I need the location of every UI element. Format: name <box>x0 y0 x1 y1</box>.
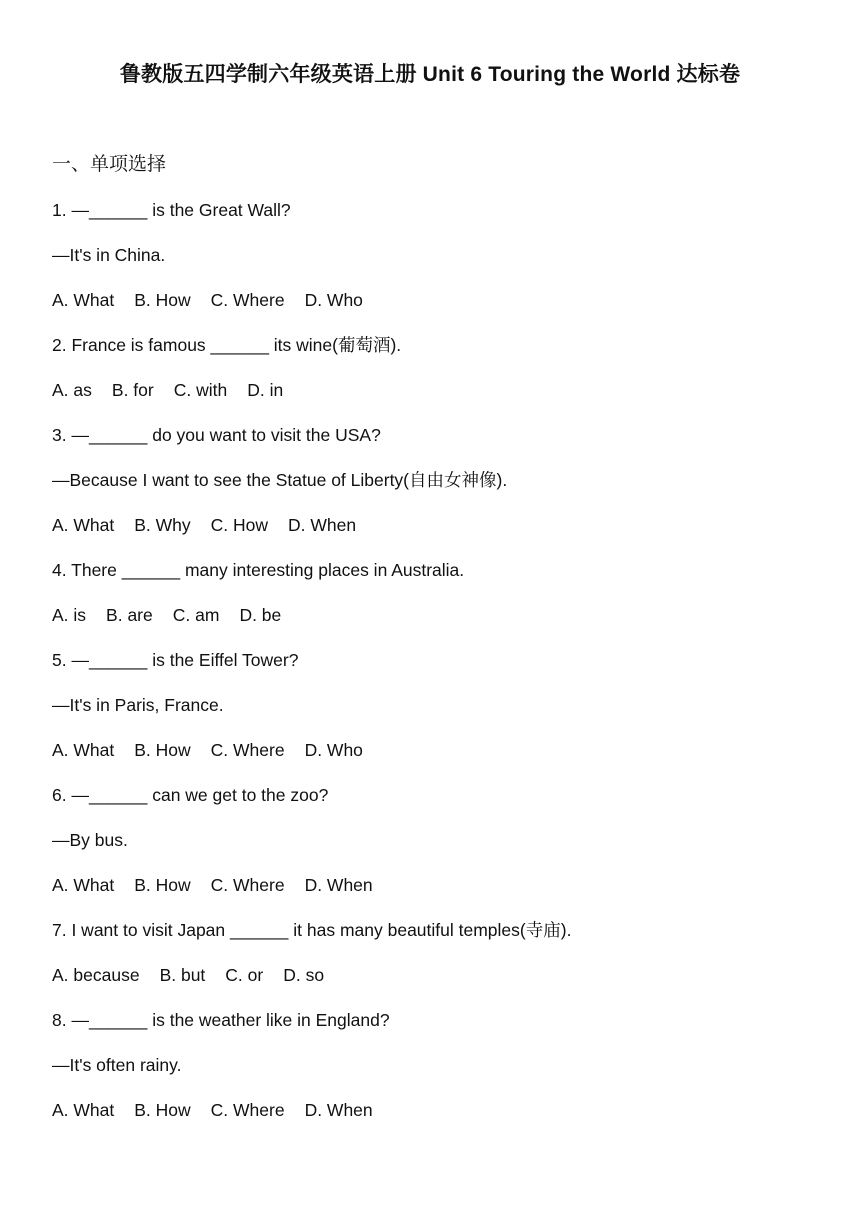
option-c: C. or <box>225 965 264 985</box>
option-b: B. How <box>134 290 191 310</box>
answer-text: —Because I want to see the Statue of Liberty(自由女神像). <box>52 470 508 490</box>
option-d: D. be <box>239 605 282 625</box>
option-a: A. is <box>52 605 87 625</box>
answer-options <box>52 286 832 331</box>
answer-options <box>52 871 832 916</box>
option-d: D. When <box>304 1100 373 1120</box>
option-d: D. When <box>304 875 373 895</box>
answer-text: —It's in China. <box>52 245 166 265</box>
option-d: D. in <box>247 380 284 400</box>
option-b: B. Why <box>134 515 191 535</box>
option-d: D. so <box>283 965 325 985</box>
question-5 <box>52 646 832 781</box>
option-a: A. as <box>52 380 92 400</box>
option-a: A. What <box>52 740 115 760</box>
question-text: 7. I want to visit Japan ______ it has many beautiful temples(寺庙). <box>52 920 572 940</box>
answer-options <box>52 511 832 556</box>
question-text: 2. France is famous ______ its wine(葡萄酒). <box>52 335 402 355</box>
option-a: A. because <box>52 965 140 985</box>
question-7 <box>52 916 832 1006</box>
option-c: C. am <box>172 605 220 625</box>
option-a: A. What <box>52 875 115 895</box>
option-a: A. What <box>52 290 115 310</box>
answer-options <box>52 376 832 421</box>
answer-options <box>52 961 832 1006</box>
option-b: B. How <box>134 740 191 760</box>
question-text: 3. —______ do you want to visit the USA? <box>52 425 381 445</box>
question-list <box>52 196 832 1141</box>
answer-options <box>52 601 832 646</box>
answer-text: —It's often rainy. <box>52 1055 182 1075</box>
option-c: C. Where <box>210 740 285 760</box>
answer-options <box>52 1096 832 1141</box>
question-4 <box>52 556 832 646</box>
question-8 <box>52 1006 832 1141</box>
question-6 <box>52 781 832 916</box>
option-b: B. are <box>106 605 153 625</box>
option-b: B. but <box>159 965 206 985</box>
question-text: 8. —______ is the weather like in England? <box>52 1010 390 1030</box>
option-d: D. When <box>288 515 357 535</box>
option-a: A. What <box>52 1100 115 1120</box>
document-title: 鲁教版五四学制六年级英语上册 Unit 6 Touring the World 达标卷 <box>119 63 741 86</box>
question-2 <box>52 331 832 421</box>
option-d: D. Who <box>304 740 363 760</box>
answer-text: —It's in Paris, France. <box>52 695 224 715</box>
answer-text: —By bus. <box>52 830 128 850</box>
option-c: C. Where <box>210 875 285 895</box>
option-a: A. What <box>52 515 115 535</box>
option-d: D. Who <box>304 290 363 310</box>
option-b: B. for <box>111 380 154 400</box>
option-b: B. How <box>134 875 191 895</box>
question-text: 1. —______ is the Great Wall? <box>52 200 291 220</box>
option-c: C. Where <box>210 1100 285 1120</box>
option-c: C. with <box>173 380 228 400</box>
section-heading: 一、单项选择 <box>52 153 167 175</box>
question-text: 6. —______ can we get to the zoo? <box>52 785 329 805</box>
answer-options <box>52 736 832 781</box>
option-c: C. Where <box>210 290 285 310</box>
question-text: 5. —______ is the Eiffel Tower? <box>52 650 299 670</box>
question-1 <box>52 196 832 331</box>
option-b: B. How <box>134 1100 191 1120</box>
option-c: C. How <box>210 515 269 535</box>
question-text: 4. There ______ many interesting places in Australia. <box>52 560 465 580</box>
question-3 <box>52 421 832 556</box>
